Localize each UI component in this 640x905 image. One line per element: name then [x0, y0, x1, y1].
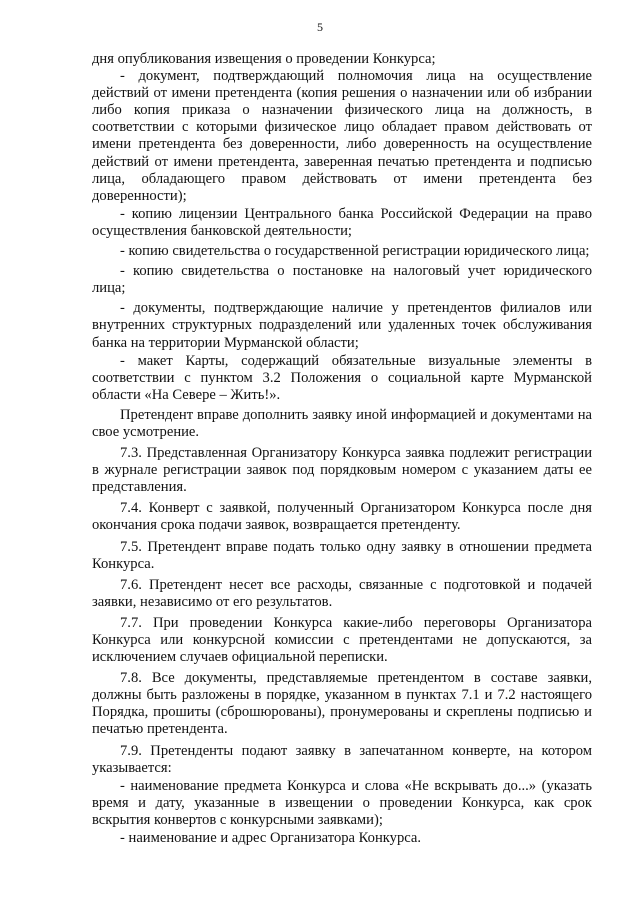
clause-7-7: 7.7. При проведении Конкурса какие-либо переговоры Организатора Конкурса или конкурсной комиссии с претендентами не допускаются, за исключением случаев официальной переписки. [92, 614, 592, 666]
list-item-license-copy: - копию лицензии Центрального банка Российской Федерации на право осуществления банковской деятельности; [92, 205, 592, 239]
page-number: 5 [317, 20, 323, 34]
clause-7-8: 7.8. Все документы, представляемые претендентом в составе заявки, должны быть разложены в порядке, указанном в пунктах 7.1 и 7.2 настоящего Порядка, прошиты (сброшюрованы), пронумерованы и скреплены подписью и печатью претендента. [92, 670, 592, 738]
list-item-branches-documents: - документы, подтверждающие наличие у претендентов филиалов или внутренних структурных подразделений или удаленных точек обслуживания банка на территории Мурманской области; [92, 300, 592, 351]
clause-7-4: 7.4. Конверт с заявкой, полученный Организатором Конкурса после дня окончания срока подачи заявок, возвращается претенденту. [92, 500, 592, 534]
list-item-authority-document: - документ, подтверждающий полномочия лица на осуществление действий от имени претендента (копия решения о назначении или об избрании либо копия приказа о назначении физического лица на должность, в соответствии с которыми физическое лицо обладает правом действовать от имени претендента без доверенности, либо доверенность на осуществление действий от имени претендента, заверенная печатью претендента и подписью лица, обладающего правом действовать от имени претендента без доверенности); [92, 68, 592, 204]
list-item-tax-certificate: - копию свидетельства о постановке на налоговый учет юридического лица; [92, 263, 592, 297]
paragraph-continuation: дня опубликования извещения о проведении Конкурса; [92, 51, 436, 67]
clause-7-3: 7.3. Представленная Организатору Конкурса заявка подлежит регистрации в журнале регистрации заявок под порядковым номером с указанием даты ее представления. [92, 445, 592, 496]
list-item-registration-certificate: - копию свидетельства о государственной регистрации юридического лица; [120, 243, 590, 260]
document-body [92, 51, 592, 847]
list-item-envelope-subject: - наименование предмета Конкурса и слова «Не вскрывать до...» (указать время и дату, указанные в извещении о проведении Конкурса, как срок вскрытия конвертов с конкурсными заявками); [92, 777, 592, 828]
clause-7-6: 7.6. Претендент несет все расходы, связанные с подготовкой и подачей заявки, независимо от его результатов. [92, 576, 592, 610]
list-item-organizer-address: - наименование и адрес Организатора Конкурса. [120, 830, 422, 847]
clause-7-5: 7.5. Претендент вправе подать только одну заявку в отношении предмета Конкурса. [92, 538, 592, 572]
paragraph-additional-info: Претендент вправе дополнить заявку иной информацией и документами на свое усмотрение. [92, 406, 592, 440]
list-item-card-layout: - макет Карты, содержащий обязательные визуальные элементы в соответствии с пунктом 3.2 Положения о социальной карте Мурманской области «На Севере – Жить!». [92, 352, 592, 403]
clause-7-9: 7.9. Претенденты подают заявку в запечатанном конверте, на котором указывается: [92, 742, 592, 776]
